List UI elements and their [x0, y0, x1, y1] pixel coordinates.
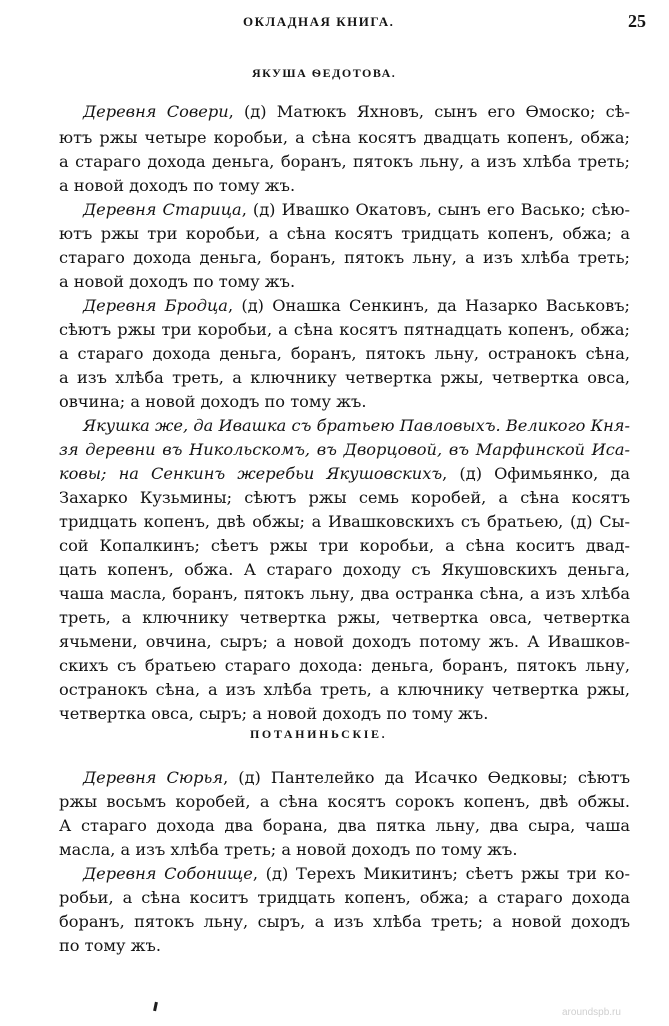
text-line: тридцать копенъ, двѣ обжы; а Ивашковскихъ съ братьею, (д) Сы- [59, 512, 630, 531]
text-line: масла, а изъ хлѣба треть; а новой доходъ по тому жъ. [59, 840, 518, 859]
text-line: Деревня Собонище, (д) Терехъ Микитинъ; сѣетъ ржы три ко- [83, 864, 630, 883]
text-line: а изъ хлѣба треть, а ключнику четвертка ржы, четвертка овса, [59, 368, 630, 387]
text-line: скихъ съ братьею стараго дохода: деньга, боранъ, пятокъ льну, [59, 656, 630, 675]
text-line: а стараго дохода деньга, боранъ, пятокъ льну, остранокъ сѣна, [59, 344, 630, 363]
text-line: Захарко Кузьмины; сѣютъ ржы семь коробей, а сѣна косятъ [59, 488, 630, 507]
text-line: стараго дохода деньга, боранъ, пятокъ льну, а изъ хлѣба треть; [59, 248, 630, 267]
ink-mark [153, 1002, 158, 1011]
text-line: зя деревни въ Никольскомъ, въ Дворцовой, въ Марфинской Иса- [59, 440, 630, 459]
text-line: ютъ ржы три коробьи, а сѣна косятъ тридцать копенъ, обжа; а [59, 224, 630, 243]
running-head: ОКЛАДНАЯ КНИГА. [243, 14, 395, 29]
text-line: сой Копалкинъ; сѣетъ ржы три коробьи, а сѣна коситъ двад- [59, 536, 630, 555]
text-line: овчина; а новой доходъ по тому жъ. [59, 392, 367, 411]
text-line: ржы восьмъ коробей, а сѣна косятъ сорокъ копенъ, двѣ обжы. [59, 792, 630, 811]
text-line: четвертка овса, сыръ; а новой доходъ по тому жъ. [59, 704, 489, 723]
text-line: а стараго дохода деньга, боранъ, пятокъ льну, а изъ хлѣба треть; [59, 152, 630, 171]
text-line: Деревня Сюрья, (д) Пантелейко да Исачко Ѳедковы; сѣютъ [83, 768, 630, 787]
text-line: цать копенъ, обжа. А стараго доходу съ Якушовскихъ деньга, [59, 560, 630, 579]
text-line: робьи, а сѣна коситъ тридцать копенъ, обжа; а стараго дохода [59, 888, 630, 907]
watermark: aroundspb.ru [562, 1007, 621, 1018]
text-line: ковы; на Сенкинъ жеребьи Якушовскихъ, (д) Офимьянко, да [59, 464, 630, 483]
page-number: 25 [628, 11, 646, 31]
text-line: Деревня Совери, (д) Матюкъ Яхновъ, сынъ его Ѳмоско; сѣ- [83, 102, 630, 121]
text-line: чаша масла, боранъ, пятокъ льну, два остранка сѣна, а изъ хлѣба [59, 584, 630, 603]
text-line: по тому жъ. [59, 936, 161, 955]
text-line: А стараго дохода два борана, два пятка льну, два сыра, чаша [59, 816, 630, 835]
text-line: а новой доходъ по тому жъ. [59, 176, 296, 195]
text-line: а новой доходъ по тому жъ. [59, 272, 296, 291]
text-line: боранъ, пятокъ льну, сыръ, а изъ хлѣба треть; а новой доходъ [59, 912, 630, 931]
text-line: Деревня Старица, (д) Ивашко Окатовъ, сынъ его Васько; сѣю- [83, 200, 630, 219]
text-line: Деревня Бродца, (д) Онашка Сенкинъ, да Назарко Васьковъ; [83, 296, 630, 315]
text-line: треть, а ключнику четвертка ржы, четвертка овса, четвертка [59, 608, 630, 627]
text-line: сѣютъ ржы три коробьи, а сѣна косятъ пятнадцать копенъ, обжа; [59, 320, 630, 339]
text-line: Якушка же, да Ивашка съ братьею Павловыхъ. Великого Кня- [83, 416, 630, 435]
section-heading-yakusha-fedotova: ЯКУША ѲЕДОТОВА. [252, 66, 397, 80]
text-line: ютъ ржы четыре коробьи, а сѣна косятъ двадцать копенъ, обжа; [59, 128, 630, 147]
text-line: остранокъ сѣна, а изъ хлѣба треть, а ключнику четвертка ржы, [59, 680, 630, 699]
section-heading-potaninskie: ПОТАНИНЬСКІЕ. [250, 727, 388, 741]
text-line: ячьмени, овчина, сыръ; а новой доходъ потому жъ. А Ивашков- [59, 632, 630, 651]
